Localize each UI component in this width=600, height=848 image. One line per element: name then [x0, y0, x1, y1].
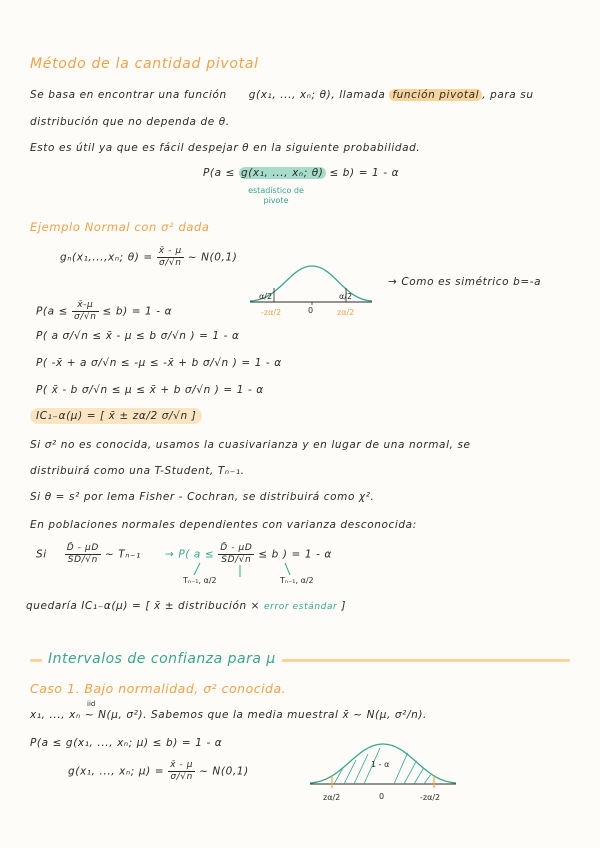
step-1: [36, 300, 172, 323]
bell1-left-area: α/2: [259, 292, 273, 301]
iid-label: iid: [87, 700, 96, 708]
gn-numerator: x̄ - μ: [158, 246, 182, 256]
bell2-neg-z: zα/2: [323, 793, 341, 802]
step-3: P( -x̄ + a σ/√n ≤ -μ ≤ -x̄ + b σ/√n ) = 1 - α: [36, 357, 282, 369]
intro-line-3: Esto es útil ya que es fácil despejar θ en la siguiente probabilidad.: [30, 142, 421, 154]
step-4: P( x̄ - b σ/√n ≤ μ ≤ x̄ + b σ/√n ) = 1 - α: [36, 384, 264, 396]
case1-g-lhs: g(x₁, ..., xₙ; μ) =: [68, 765, 165, 778]
confidence-interval-result: IC₁₋α(μ) = [ x̄ ± zα/2 σ/√n ]: [30, 408, 202, 424]
paired-statistic: [36, 543, 141, 566]
intro-text-b: , llamada: [331, 89, 386, 101]
pivotal-function-expr: g(x₁, ..., xₙ; θ): [248, 89, 332, 101]
case1-g-rhs: ~ N(0,1): [199, 765, 249, 778]
intro-line-2: distribución que no dependa de θ.: [30, 116, 230, 128]
step1-fraction: [72, 300, 99, 323]
normal-curve-2: [310, 740, 460, 800]
case1-g-denominator: σ/√n: [170, 772, 193, 782]
pivotal-function-highlight: función pivotal: [389, 89, 482, 101]
result-standard-error: error estándar: [264, 602, 338, 612]
bell2-zero: 0: [379, 792, 385, 801]
note-line-2: distribuirá como una T-Student, Tₙ₋₁.: [30, 465, 245, 477]
case1-g-formula: [68, 760, 249, 783]
case1-heading: Caso 1. Bajo normalidad, σ² conocida.: [30, 681, 287, 696]
t-left-quantile: Tₙ₋₁, α/2: [183, 576, 217, 585]
case1-distribution: ~ N(μ, σ²). Sabemos que la media muestral x̄ ~ N(μ, σ²/n).: [84, 709, 427, 721]
paired-si: Si: [36, 548, 47, 561]
step1-numerator: x̄-μ: [72, 300, 99, 312]
paired-fraction: [65, 543, 101, 566]
case1-line-1: [30, 709, 427, 721]
note-line-1: Si σ² no es conocida, usamos la cuasivarianza y en lugar de una normal, se: [30, 439, 471, 451]
paired-rhs: ~ Tₙ₋₁: [104, 548, 141, 561]
paired-prob-denominator: SD/√n: [221, 555, 252, 565]
step1-denominator: σ/√n: [73, 312, 97, 322]
t-right-quantile: Tₙ₋₁, α/2: [280, 576, 314, 585]
intro-text-c: , para su: [482, 89, 534, 101]
step1-open: P(a ≤: [36, 305, 68, 318]
pivot-stat-highlight: g(x₁, ..., xₙ; θ): [240, 167, 324, 179]
pivot-stat-label-1: estadístico de: [248, 186, 304, 195]
paired-prob-close: ≤ b ) = 1 - α: [258, 548, 332, 561]
symmetry-note: → Como es simétrico b=-a: [388, 276, 542, 288]
step1-close: ≤ b) = 1 - α: [102, 305, 173, 318]
section-heading-pivotal: Método de la cantidad pivotal: [30, 56, 259, 72]
bell1-pos-z: zα/2: [337, 308, 355, 317]
gn-formula: [60, 246, 237, 269]
section-heading-intervals: Intervalos de confianza para μ: [42, 651, 282, 667]
paired-denominator: SD/√n: [67, 555, 98, 565]
case1-sample: x₁, ..., xₙ: [30, 709, 81, 721]
paired-numerator: D̄ - μD: [66, 543, 99, 553]
prob-open: P(a ≤: [203, 167, 235, 179]
step-2: P( a σ/√n ≤ x̄ - μ ≤ b σ/√n ) = 1 - α: [36, 330, 240, 342]
result-text-b: ]: [341, 600, 347, 612]
prob-close: ≤ b) = 1 - α: [329, 167, 400, 179]
intro-line-1: [30, 89, 534, 101]
bell1-neg-z: -zα/2: [261, 308, 282, 317]
intro-text-a: Se basa en encontrar una función: [30, 89, 227, 101]
pivot-stat-label: [246, 186, 306, 206]
bell2-pos-z: -zα/2: [420, 793, 441, 802]
pivot-stat-label-2: pivote: [263, 196, 289, 205]
case1-g-numerator: x̄ - μ: [170, 760, 194, 770]
gn-fraction: [157, 246, 184, 269]
example-heading: Ejemplo Normal con σ² dada: [30, 220, 210, 234]
gn-lhs: gₙ(x₁,...,xₙ; θ) =: [60, 251, 153, 264]
paired-prob-open: → P( a ≤: [165, 548, 215, 561]
pivot-probability: [203, 167, 399, 179]
case1-probability: P(a ≤ g(x₁, ..., xₙ; μ) ≤ b) = 1 - α: [30, 737, 223, 749]
paired-prob-numerator: D̄ - μD: [220, 543, 253, 553]
bell1-right-area: α/2: [339, 292, 353, 301]
note-line-3: Si θ = s² por lema Fisher - Cochran, se distribuirá como χ².: [30, 491, 375, 503]
resulting-interval: [26, 600, 346, 612]
bell1-zero: 0: [308, 306, 314, 315]
gn-rhs: ~ N(0,1): [187, 251, 238, 264]
result-text-a: quedaría IC₁₋α(μ) = [ x̄ ± distribución ×: [26, 600, 261, 612]
case1-g-fraction: [168, 760, 195, 783]
gn-denominator: σ/√n: [158, 258, 182, 268]
note-line-4: En poblaciones normales dependientes con varianza desconocida:: [30, 519, 417, 531]
bell2-center-area: 1 - α: [371, 760, 390, 769]
